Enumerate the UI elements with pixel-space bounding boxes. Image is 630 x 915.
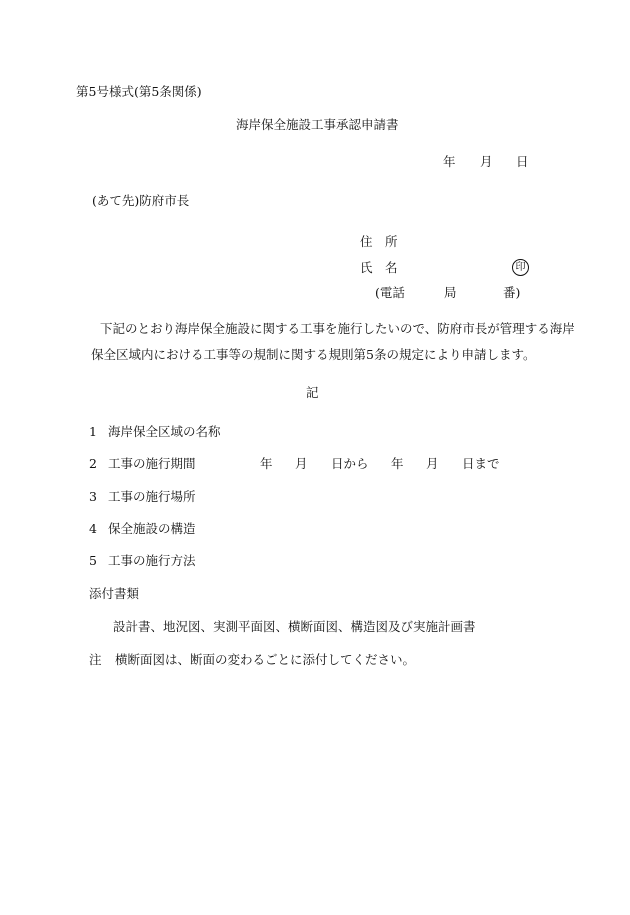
intro-line-1: 下記のとおり海岸保全施設に関する工事を施行したいので、防府市長が管理する海岸 bbox=[100, 321, 575, 336]
ki-heading: 記 bbox=[306, 385, 319, 400]
item-label: 工事の施行場所 bbox=[108, 489, 196, 504]
addressee: (あて先)防府市長 bbox=[92, 193, 190, 208]
date-month: 月 bbox=[480, 154, 493, 169]
attachments-label: 添付書類 bbox=[89, 586, 140, 601]
phone-exchange: 局 bbox=[444, 285, 457, 300]
note-text: 横断面図は、断面の変わるごとに添付してください。 bbox=[115, 652, 416, 667]
item-label: 工事の施行期間 bbox=[108, 456, 196, 471]
period-to-month: 月 bbox=[426, 456, 439, 471]
item-number: 1 bbox=[89, 424, 97, 439]
item-label: 工事の施行方法 bbox=[108, 553, 196, 568]
phone-open: (電話 bbox=[375, 285, 405, 300]
intro-paragraph bbox=[76, 316, 575, 368]
intro-line-2: 保全区域内における工事等の規制に関する規則第5条の規定により申請します。 bbox=[91, 347, 536, 362]
item-label: 海岸保全区域の名称 bbox=[108, 424, 221, 439]
date-day: 日 bbox=[516, 154, 529, 169]
period-from-year: 年 bbox=[260, 456, 273, 471]
period-to-day: 日まで bbox=[462, 456, 500, 471]
address-label: 住 所 bbox=[360, 234, 398, 249]
document-title: 海岸保全施設工事承認申請書 bbox=[236, 117, 399, 132]
form-number: 第5号様式(第5条関係) bbox=[76, 84, 202, 99]
name-label: 氏 名 bbox=[360, 260, 398, 275]
note-label: 注 bbox=[89, 652, 102, 667]
phone-number: 番) bbox=[503, 285, 521, 300]
item-number: 5 bbox=[89, 553, 97, 568]
attachments-list: 設計書、地況図、実測平面図、横断面図、構造図及び実施計画書 bbox=[113, 619, 476, 634]
period-to-year: 年 bbox=[391, 456, 404, 471]
item-number: 3 bbox=[89, 489, 97, 504]
period-from-month: 月 bbox=[295, 456, 308, 471]
item-number: 4 bbox=[89, 521, 97, 536]
seal-mark: 印 bbox=[512, 259, 529, 276]
item-number: 2 bbox=[89, 456, 97, 471]
period-from-day: 日から bbox=[331, 456, 369, 471]
date-year: 年 bbox=[443, 154, 456, 169]
item-label: 保全施設の構造 bbox=[108, 521, 196, 536]
